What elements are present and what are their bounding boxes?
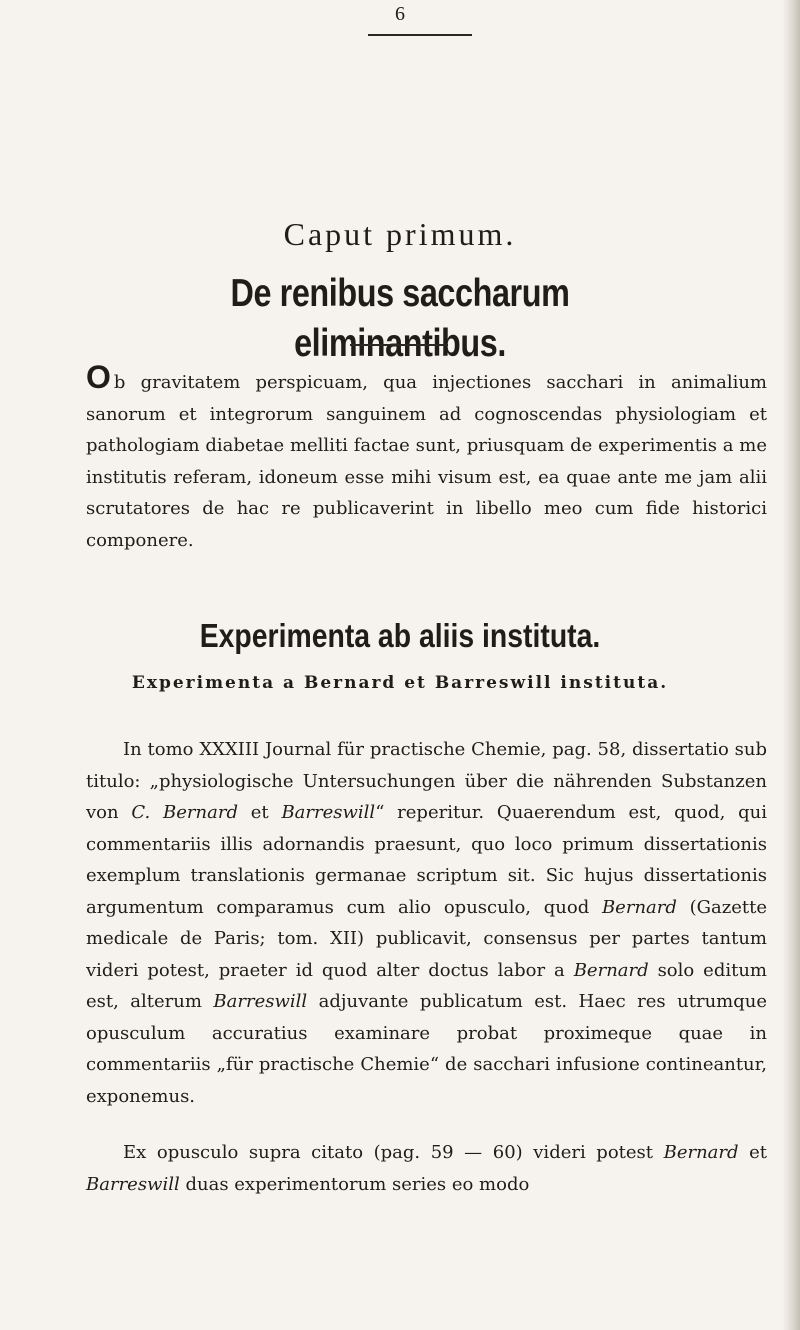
- page-number-rule: [368, 34, 472, 36]
- section-title: Experimenta ab aliis instituta.: [199, 617, 601, 654]
- paragraph-text: In tomo XXXIII Journal für practische Chemie, pag. 58, dissertatio sub titulo: „physiologische Untersuchungen über die nährenden Substanzen von: [86, 739, 767, 823]
- paragraph-text: Ex opusculo supra citato (pag. 59 — 60) videri potest: [123, 1142, 664, 1163]
- page-edge-shadow: [782, 0, 800, 1330]
- paragraph-text: (Gazette medicale de Paris; tom. XII) publicavit, consensus per partes tantum videri potest, praeter id quod alter doctus labor a: [86, 896, 767, 981]
- paragraph-text: et: [237, 802, 282, 823]
- author-name: Barreswill: [281, 802, 376, 823]
- chapter-label: Caput primum.: [283, 216, 517, 252]
- title-divider: [350, 344, 448, 346]
- body-paragraph-2: [86, 1137, 767, 1200]
- author-name: Barreswill: [213, 991, 308, 1012]
- author-name: C. Bernard: [131, 802, 238, 823]
- author-name: Bernard: [663, 1142, 739, 1163]
- intro-paragraph-text: b gravitatem perspicuam, qua injectiones sacchari in animalium sanorum et integrorum sanguinem ad cognoscendas physiologiam et pathologiam diabetae melliti factae sunt, priusquam de experimentis a me institutis referam, idoneum esse mihi visum est, ea quae ante me jam alii scrutatores de hac re publicaverint in libello meo cum fide historici componere.: [86, 372, 767, 551]
- paragraph-text: et: [738, 1142, 767, 1163]
- paragraph-text: “ reperitur. Quaerendum est, quod, qui commentariis illis adornandis praesunt, quo loco primum dissertationis exemplum translationis germanae scriptum sit. Sic hujus dissertationis argumentum comparamus cum alio opusculo, quod: [86, 802, 767, 918]
- paragraph-text: duas experimentorum series eo modo: [179, 1173, 530, 1195]
- author-name: Bernard: [601, 896, 677, 918]
- author-name: Bernard: [573, 959, 649, 981]
- subsection-title: Experimenta a Bernard et Barreswill instituta.: [131, 673, 669, 693]
- page-number: 6: [395, 3, 405, 25]
- body-paragraph-1: [86, 734, 767, 1112]
- chapter-title: De renibus saccharum eliminantibus.: [230, 272, 570, 365]
- paragraph-text: adjuvante publicatum est. Haec res utrumque opusculum accuratius examinare probat proximeque quae in commentariis „für practische Chemie“ de sacchari infusione contineantur, exponemus.: [86, 991, 767, 1107]
- intro-paragraph: [86, 359, 767, 556]
- drop-initial: O: [86, 359, 111, 395]
- paragraph-text: solo editum est, alterum: [86, 959, 767, 1012]
- author-name: Barreswill: [86, 1173, 180, 1195]
